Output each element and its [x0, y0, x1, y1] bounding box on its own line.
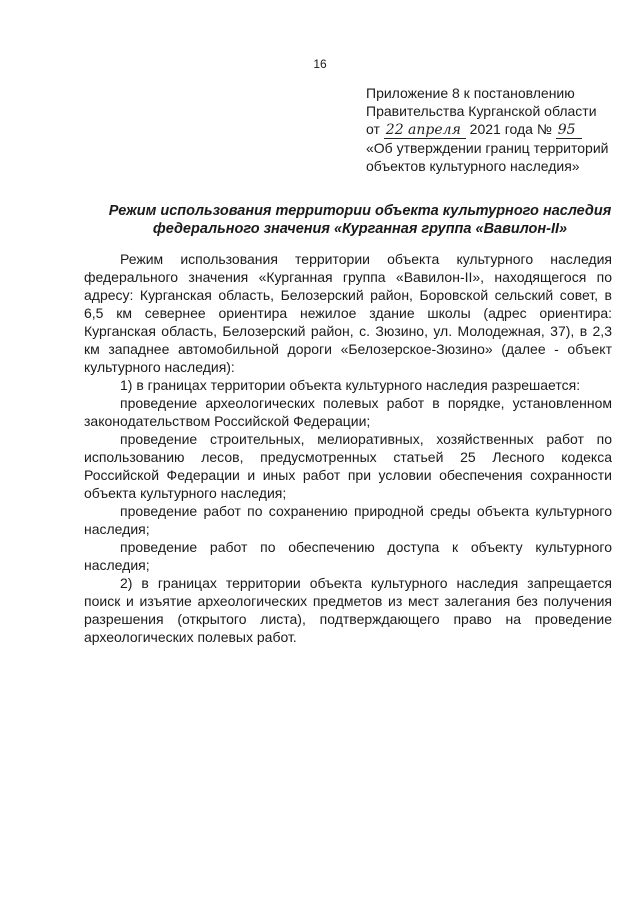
permitted-heading: 1) в границах территории объекта культурного наследия разрешается:	[120, 377, 581, 393]
handwritten-date: 22 апреля	[384, 123, 466, 139]
appendix-line-5: объектов культурного наследия»	[366, 158, 580, 174]
document-body	[84, 250, 612, 646]
page-number: 16	[313, 57, 327, 71]
date-prefix: от	[366, 121, 380, 137]
appendix-header	[366, 84, 616, 175]
intro-paragraph: Режим использования территории объекта культурного наследия федерального значения «Курганная группа «Вавилон-II», находящегося по адресу: Курганская область, Белозерский район, Боровской сельский совет, в 6,5 км севернее ориентира нежилое здание школы (адрес ориентира: Курганская область, Белозерский район, с. Зюзино, ул. Молодежная, 37), в 2,3 км западнее автомобильной дороги «Белозерское-Зюзино» (далее - объект культурного наследия):	[84, 251, 612, 375]
document-title	[80, 202, 640, 238]
permitted-item-4: проведение работ по обеспечению доступа к объекту культурного наследия;	[84, 539, 612, 573]
appendix-line-4: «Об утверждении границ территорий	[366, 140, 609, 156]
permitted-item-2: проведение строительных, мелиоративных, хозяйственных работ по использованию лесов, предусмотренных статьей 25 Лесного кодекса Российской Федерации и иных работ при условии обеспечения сохранности объекта культурного наследия;	[84, 431, 612, 501]
appendix-line-2: Правительства Курганской области	[366, 103, 597, 119]
permitted-item-1: проведение археологических полевых работ в порядке, установленном законодательством Российской Федерации;	[84, 395, 612, 429]
prohibited-paragraph: 2) в границах территории объекта культурного наследия запрещается поиск и изъятие археологических предметов из мест залегания без получения разрешения (открытого листа), подтверждающего право на проведение археологических полевых работ.	[84, 575, 612, 645]
appendix-line-1: Приложение 8 к постановлению	[366, 85, 575, 101]
year-text: 2021 года №	[469, 121, 552, 137]
title-line-1: Режим использования территории объекта культурного наследия	[108, 203, 612, 219]
appendix-date-line	[366, 120, 616, 139]
title-line-2: федерального значения «Курганная группа «Вавилон-II»	[152, 221, 568, 237]
permitted-item-3: проведение работ по сохранению природной среды объекта культурного наследия;	[84, 503, 612, 537]
handwritten-number: 95	[556, 123, 582, 139]
